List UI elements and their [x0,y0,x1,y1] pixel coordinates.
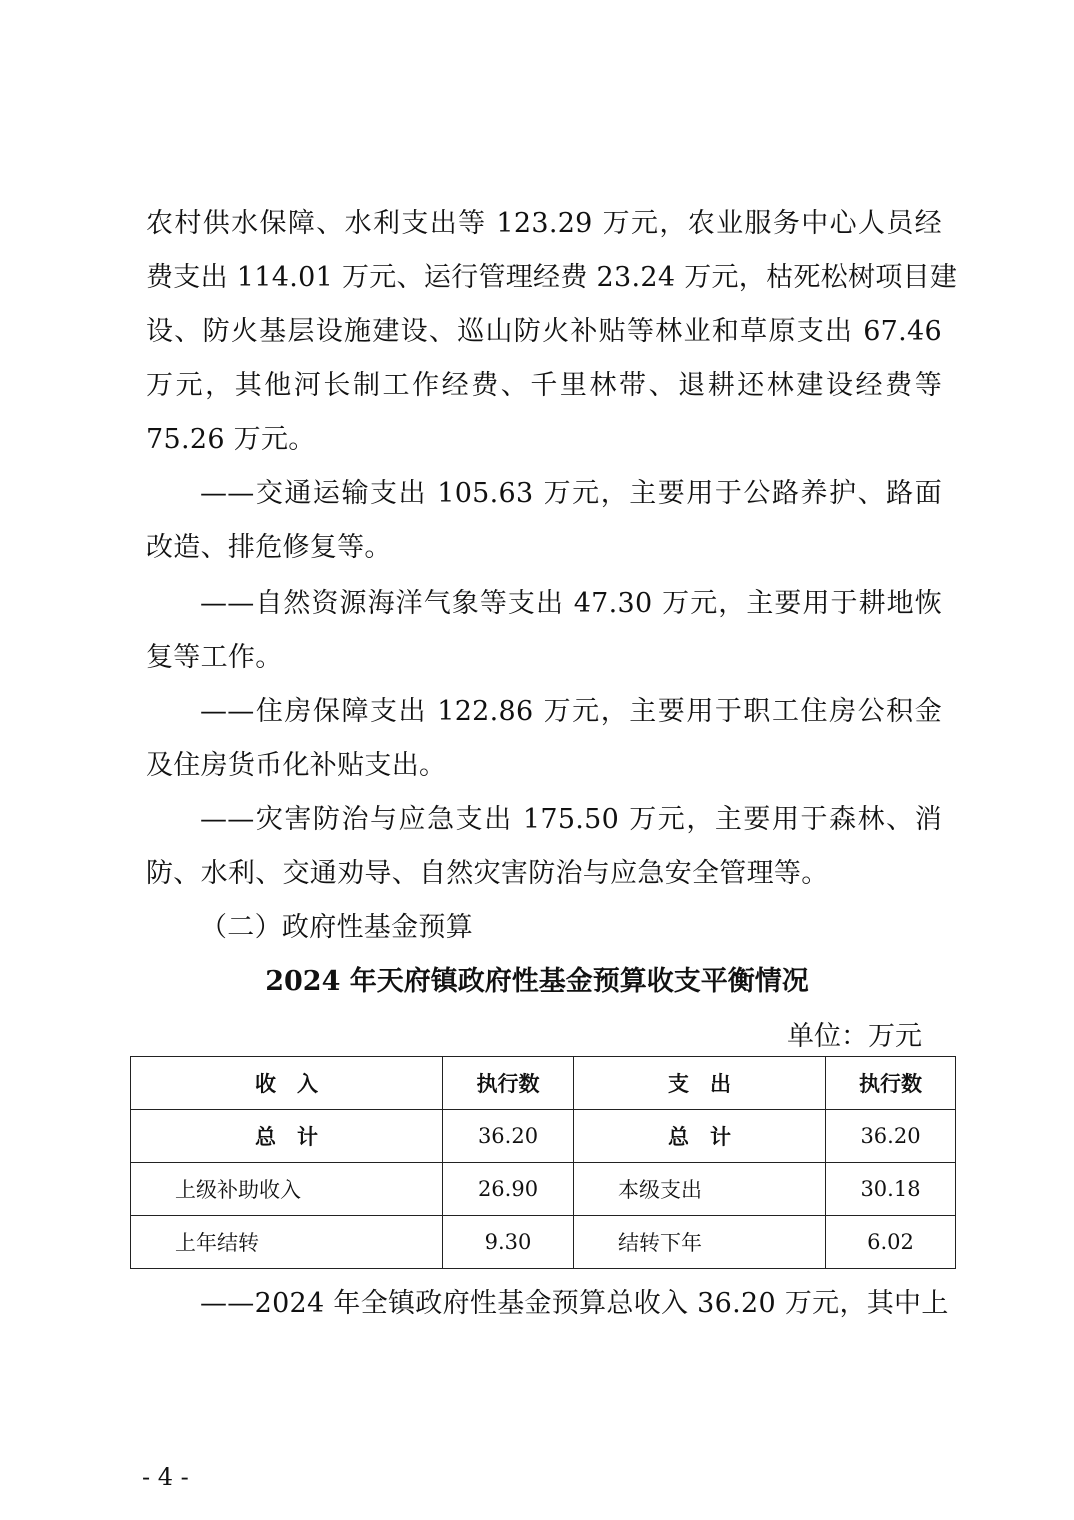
body-text-line: 改造、排危修复等。 [146,532,392,563]
cell-income-label: 上级补助收入 [131,1163,443,1216]
body-text-line: ——交通运输支出 105.63 万元，主要用于公路养护、路面 [200,478,942,509]
table-header-row [131,1057,956,1110]
cell-expense-amount: 6.02 [826,1216,956,1269]
header-expense: 支 出 [574,1057,826,1110]
table-unit-label: 单位：万元 [787,1021,922,1052]
body-text-line: 及住房货币化补贴支出。 [146,750,447,781]
table-row [131,1216,956,1269]
body-text-line: 万元，其他河长制工作经费、千里林带、退耕还林建设经费等 [146,370,942,401]
page-number: - 4 - [142,1463,189,1491]
cell-income-amount: 26.90 [443,1163,574,1216]
header-amount: 执行数 [826,1057,956,1110]
header-amount: 执行数 [443,1057,574,1110]
cell-income-amount: 9.30 [443,1216,574,1269]
body-text-line: 农村供水保障、水利支出等 123.29 万元，农业服务中心人员经 [146,208,942,239]
cell-income-label: 上年结转 [131,1216,443,1269]
fund-balance-table [130,1056,956,1269]
body-text-line: 复等工作。 [146,642,283,673]
cell-income-label: 总 计 [131,1110,443,1163]
cell-expense-label: 本级支出 [574,1163,826,1216]
body-text-line: 费支出 114.01 万元、运行管理经费 23.24 万元，枯死松树项目建 [146,262,958,293]
cell-income-amount: 36.20 [443,1110,574,1163]
cell-expense-amount: 36.20 [826,1110,956,1163]
table-title: 2024 年天府镇政府性基金预算收支平衡情况 [265,966,809,997]
cell-expense-label: 总 计 [574,1110,826,1163]
body-text-line: 75.26 万元。 [146,424,316,455]
body-text-line: ——自然资源海洋气象等支出 47.30 万元，主要用于耕地恢 [200,588,942,619]
header-income: 收 入 [131,1057,443,1110]
cell-expense-label: 结转下年 [574,1216,826,1269]
table-row [131,1163,956,1216]
section-heading: （二）政府性基金预算 [200,912,473,943]
body-text-line: 设、防火基层设施建设、巡山防火补贴等林业和草原支出 67.46 [146,316,942,347]
body-text-line: ——2024 年全镇政府性基金预算总收入 36.20 万元，其中上 [200,1288,949,1319]
table-row-total [131,1110,956,1163]
cell-expense-amount: 30.18 [826,1163,956,1216]
body-text-line: 防、水利、交通劝导、自然灾害防治与应急安全管理等。 [146,858,829,889]
body-text-line: ——住房保障支出 122.86 万元，主要用于职工住房公积金 [200,696,942,727]
body-text-line: ——灾害防治与应急支出 175.50 万元，主要用于森林、消 [200,804,942,835]
